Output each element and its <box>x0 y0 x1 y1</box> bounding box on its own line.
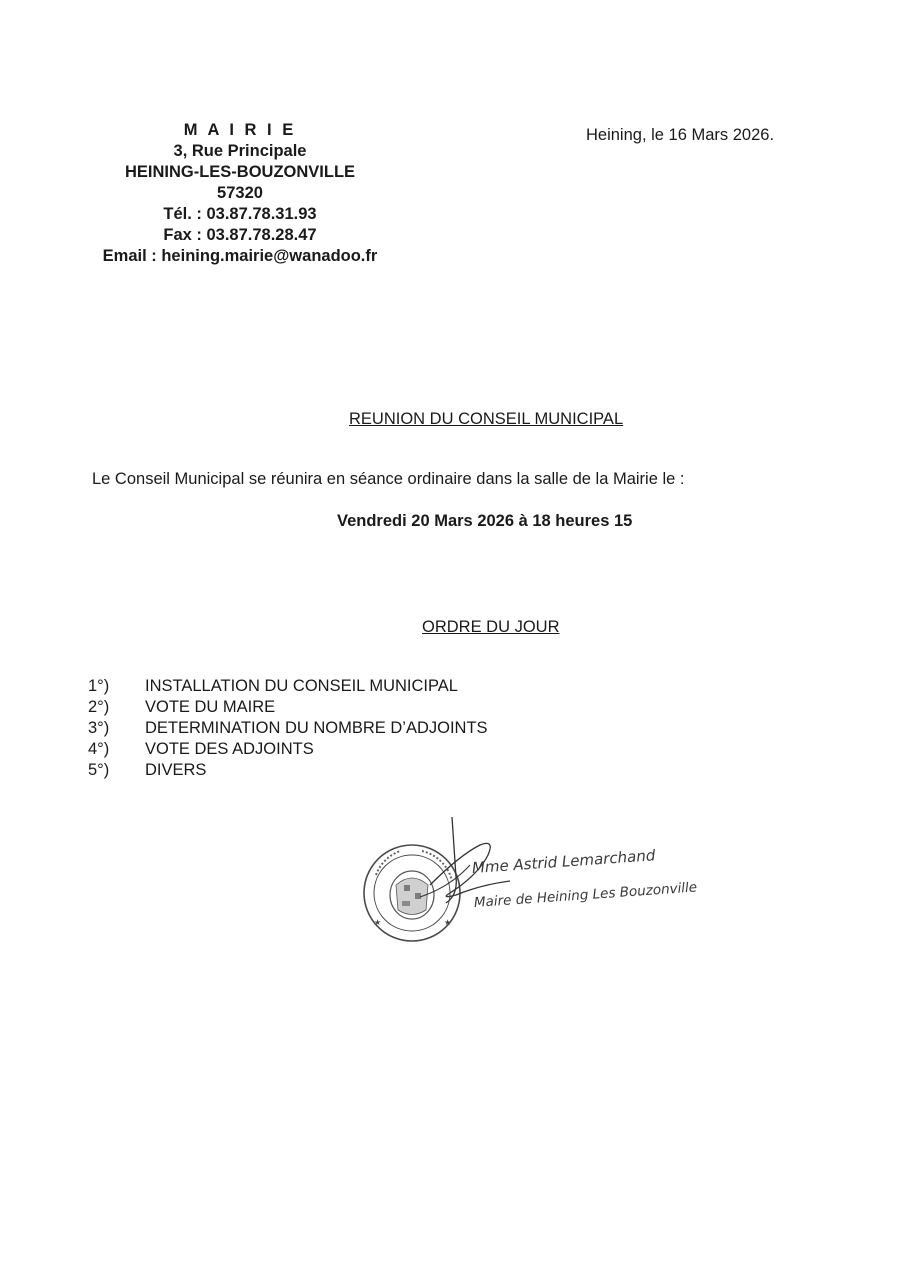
agenda-item-label: DETERMINATION DU NOMBRE D’ADJOINTS <box>145 719 488 737</box>
letterhead-title: M A I R I E <box>183 121 297 139</box>
meeting-title: REUNION DU CONSEIL MUNICIPAL <box>349 410 624 428</box>
letterhead <box>80 120 400 267</box>
agenda-item-number: 1°) <box>88 677 110 695</box>
agenda-item <box>88 697 488 718</box>
agenda-item-number: 2°) <box>88 698 110 716</box>
svg-text:★: ★ <box>444 918 452 927</box>
meeting-intro: Le Conseil Municipal se réunira en séance ordinaire dans la salle de la Mairie le : <box>92 470 685 488</box>
agenda-item-number: 5°) <box>88 761 110 779</box>
agenda-item-label: VOTE DES ADJOINTS <box>145 740 314 758</box>
letterhead-postcode: 57320 <box>217 184 263 202</box>
letterhead-phone: Tél. : 03.87.78.31.93 <box>163 205 317 223</box>
agenda-item-label: DIVERS <box>145 761 207 779</box>
agenda-item <box>88 718 488 739</box>
agenda-title: ORDRE DU JOUR <box>422 618 560 636</box>
agenda-list <box>88 676 488 781</box>
signatory-title: Maire de Heining Les Bouzonville <box>473 879 698 911</box>
agenda-item-number: 4°) <box>88 740 110 758</box>
agenda-item <box>88 676 488 697</box>
official-stamp-icon <box>360 815 660 950</box>
agenda-item-label: VOTE DU MAIRE <box>145 698 276 716</box>
agenda-item-label: INSTALLATION DU CONSEIL MUNICIPAL <box>145 677 458 695</box>
meeting-datetime: Vendredi 20 Mars 2026 à 18 heures 15 <box>337 512 633 530</box>
svg-text:★: ★ <box>374 918 382 927</box>
letterhead-fax: Fax : 03.87.78.28.47 <box>163 226 317 244</box>
agenda-item <box>88 739 488 760</box>
signature-block <box>360 815 698 950</box>
letter-date: Heining, le 16 Mars 2026. <box>586 126 775 144</box>
letterhead-town: HEINING-LES-BOUZONVILLE <box>124 163 356 181</box>
agenda-item <box>88 760 488 781</box>
letterhead-street: 3, Rue Principale <box>173 142 307 160</box>
agenda-item-number: 3°) <box>88 719 110 737</box>
signatory-name: Mme Astrid Lemarchand <box>471 846 656 877</box>
letterhead-email: Email : heining.mairie@wanadoo.fr <box>102 247 378 265</box>
